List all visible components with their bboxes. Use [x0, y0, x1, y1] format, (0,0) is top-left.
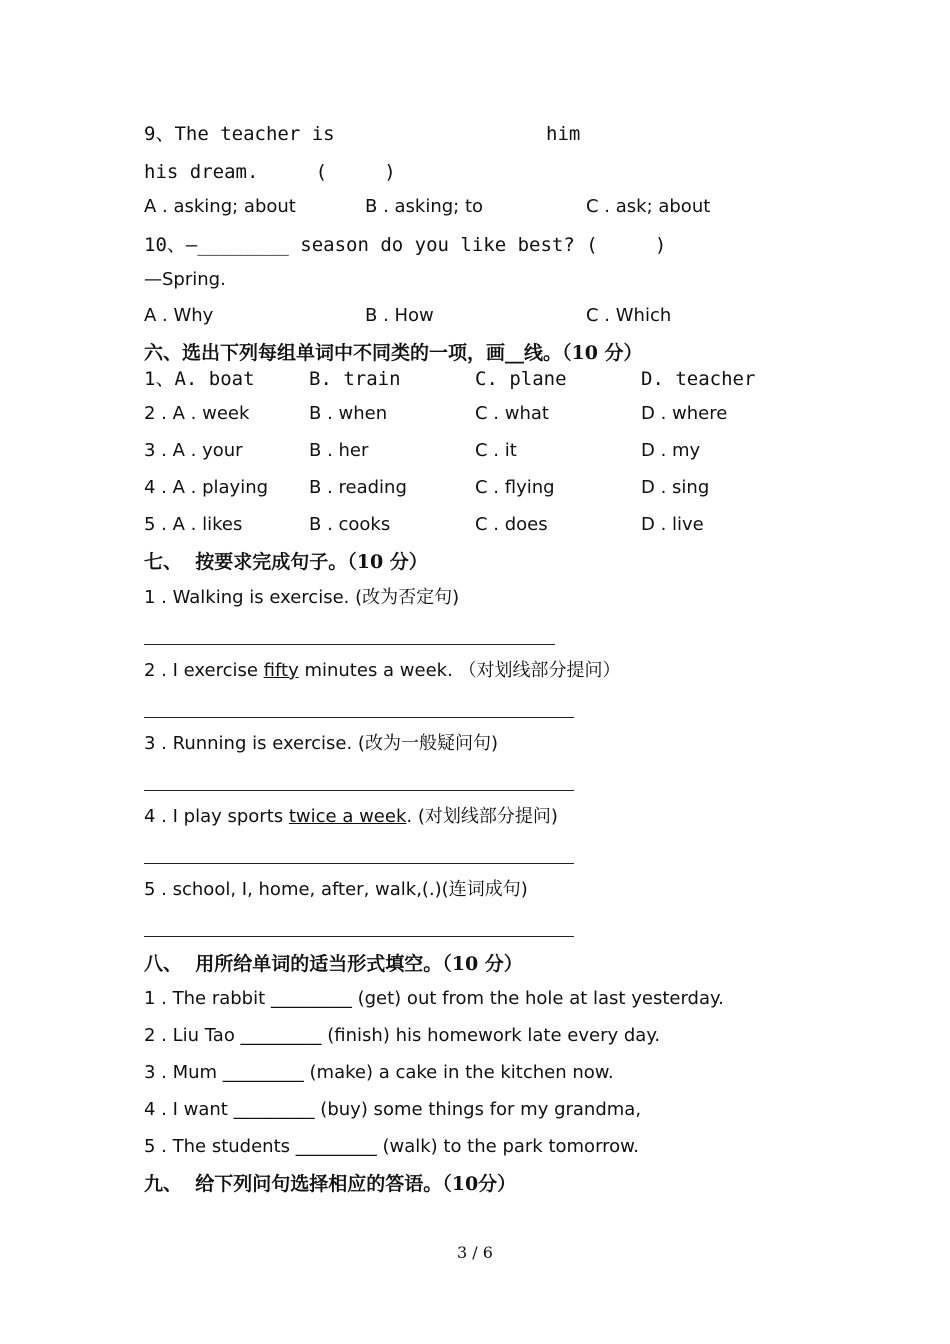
s8-item-1: 1 . The rabbit _________ (get) out from the hole at last yesterday.: [144, 988, 724, 1009]
s7-question-4: 4 . I play sports twice a week. (对划线部分提问): [144, 806, 558, 827]
s8-item-4: 4 . I want _________ (buy) some things for my grandma,: [144, 1099, 642, 1120]
q10-option-c: C . Which: [586, 305, 672, 326]
q9-line1-end: him: [546, 123, 581, 145]
s7-answer-line-1: [144, 644, 555, 645]
section6-heading: 六、选出下列每组单词中不同类的一项，画__线。（10 分）: [144, 342, 643, 364]
row4-option-d: D . sing: [641, 477, 710, 498]
row1-option-c: C. plane: [475, 368, 567, 390]
row1-option-d: D. teacher: [641, 368, 756, 390]
q9-option-a: A . asking; about: [144, 196, 296, 217]
row5-option-b: B . cooks: [309, 514, 391, 535]
s7-question-2: 2 . I exercise fifty minutes a week. （对划线部分提问）: [144, 660, 621, 681]
s7-answer-line-4: [144, 863, 574, 864]
section8-heading: 八、 用所给单词的适当形式填空。（10 分）: [144, 953, 523, 975]
s8-item-3: 3 . Mum _________ (make) a cake in the kitchen now.: [144, 1062, 614, 1083]
q10-option-a: A . Why: [144, 305, 214, 326]
s8-item-5: 5 . The students _________ (walk) to the park tomorrow.: [144, 1136, 639, 1157]
row2-option-a: 2 . A . week: [144, 403, 250, 424]
q9-option-b: B . asking; to: [365, 196, 484, 217]
q9-line2: his dream. ( ): [144, 161, 396, 183]
row1-option-a: 1、A. boat: [144, 368, 255, 390]
section9-heading: 九、 给下列问句选择相应的答语。（10分）: [144, 1173, 517, 1195]
row4-option-a: 4 . A . playing: [144, 477, 269, 498]
q10-option-b: B . How: [365, 305, 434, 326]
s7-question-1: 1 . Walking is exercise. (改为否定句): [144, 587, 460, 608]
row4-option-b: B . reading: [309, 477, 407, 498]
s7-question-5: 5 . school, I, home, after, walk,(.)(连词成句): [144, 879, 528, 900]
q10-line1: 10、—________ season do you like best? ( ): [144, 234, 667, 256]
row3-option-b: B . her: [309, 440, 369, 461]
section7-heading: 七、 按要求完成句子。（10 分）: [144, 551, 428, 573]
s7-answer-line-2: [144, 717, 574, 718]
row2-option-c: C . what: [475, 403, 549, 424]
row5-option-a: 5 . A . likes: [144, 514, 243, 535]
underlined-word: fifty: [263, 660, 299, 681]
s7-question-3: 3 . Running is exercise. (改为一般疑问句): [144, 733, 498, 754]
s7-answer-line-5: [144, 936, 574, 937]
row1-option-b: B. train: [309, 368, 401, 390]
row4-option-c: C . flying: [475, 477, 555, 498]
row2-option-b: B . when: [309, 403, 388, 424]
q9-line1-start: 9、The teacher is: [144, 123, 335, 145]
row3-option-d: D . my: [641, 440, 701, 461]
row3-option-a: 3 . A . your: [144, 440, 243, 461]
row5-option-c: C . does: [475, 514, 548, 535]
q9-option-c: C . ask; about: [586, 196, 711, 217]
s7-answer-line-3: [144, 790, 574, 791]
page-number: 3 / 6: [457, 1243, 493, 1262]
row3-option-c: C . it: [475, 440, 517, 461]
q10-answer: —Spring.: [144, 269, 226, 290]
row5-option-d: D . live: [641, 514, 704, 535]
row2-option-d: D . where: [641, 403, 728, 424]
underlined-phrase: twice a week: [288, 806, 407, 827]
s8-item-2: 2 . Liu Tao _________ (finish) his homework late every day.: [144, 1025, 661, 1046]
